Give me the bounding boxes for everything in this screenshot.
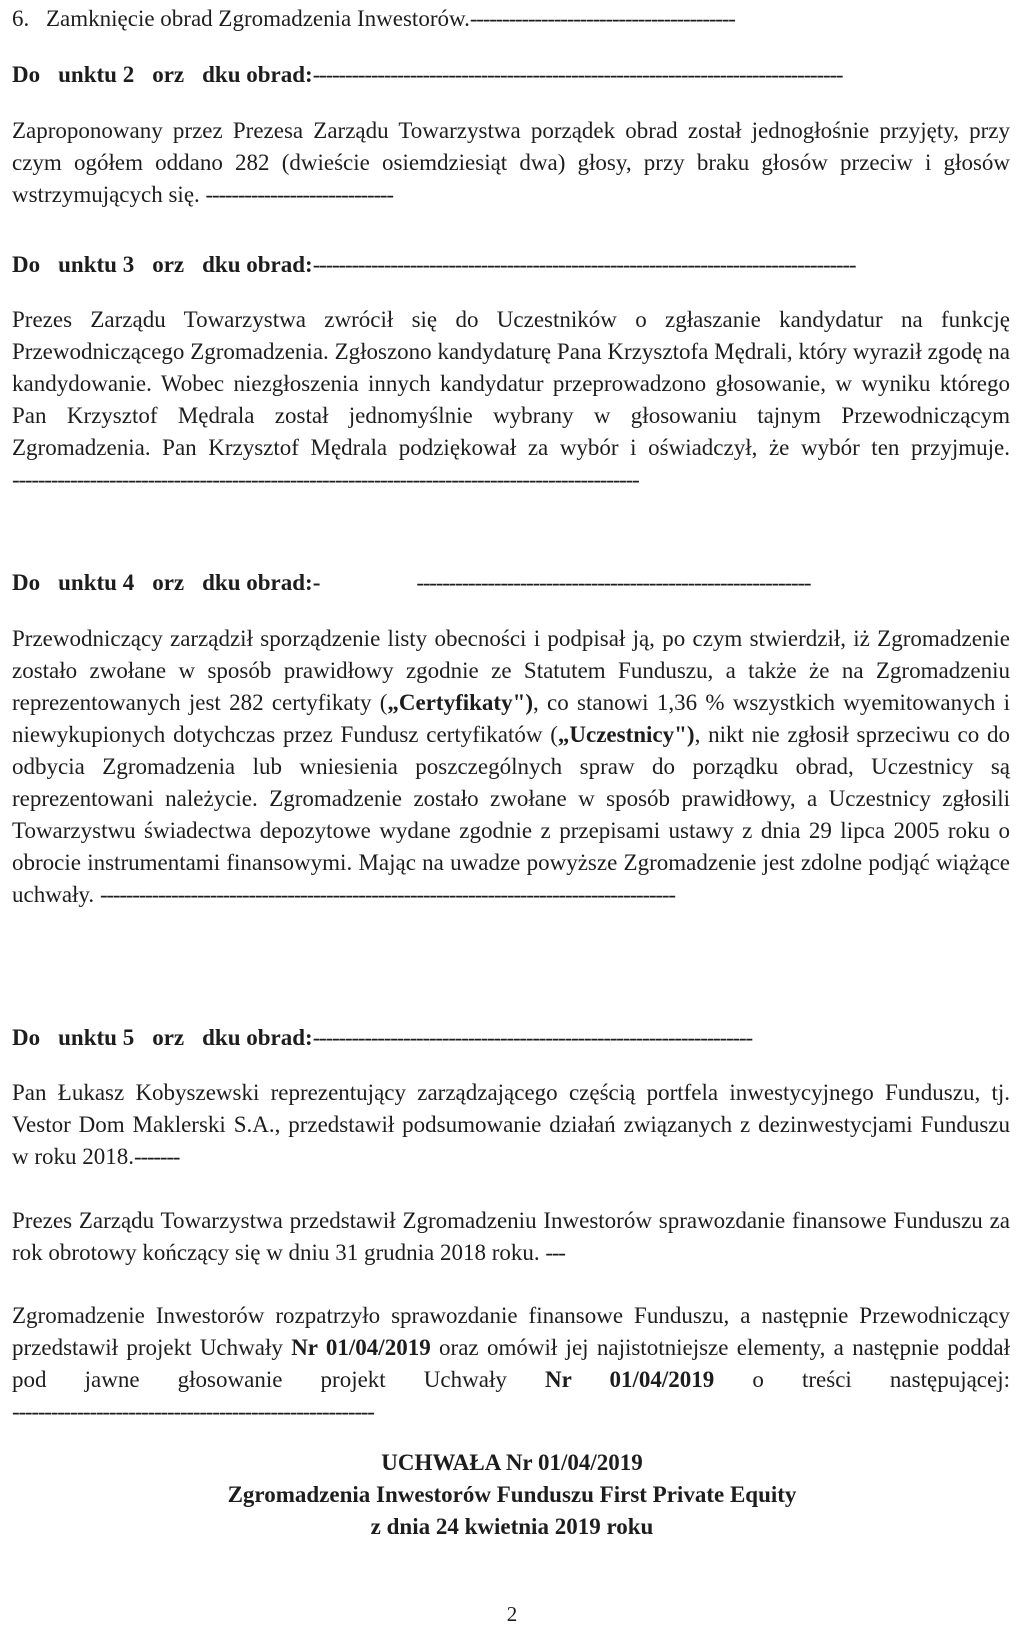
paragraph-point-5-financial-report — [12, 1205, 1010, 1269]
section-heading-point-5 — [12, 1022, 1010, 1054]
paragraph-dashes: ------------------------------------------------------------------------------------------------- — [12, 467, 639, 492]
resolution-number: Nr 01/04/2019 — [544, 1367, 715, 1392]
paragraph-point-2 — [12, 115, 1010, 211]
section-heading-point-3 — [12, 249, 1010, 281]
heading-word: orz — [152, 252, 185, 277]
defined-term-uczestnicy: „Uczestnicy") — [557, 722, 695, 747]
heading-word: orz — [152, 1025, 185, 1050]
heading-word: Do — [12, 570, 41, 595]
resolution-title-line: Zgromadzenia Inwestorów Funduszu First Private Equity — [227, 1482, 797, 1507]
paragraph-text: o treści następującej: — [714, 1367, 1010, 1392]
heading-word: unktu 4 — [58, 570, 135, 595]
heading-word: dku obrad: — [202, 252, 313, 277]
paragraph-point-4 — [12, 623, 1010, 911]
heading-word: unktu 2 — [58, 62, 135, 87]
page-number: 2 — [506, 1602, 518, 1626]
paragraph-text: , co stanowi 1,36 % wszystkich wyemitowanych i niewykupionych dotychczas przez Fundusz certyfikatów ( — [12, 690, 1010, 747]
paragraph-text: , nikt nie zgłosił sprzeciwu co do odbycia Zgromadzenia lub wniesienia poszczególnych spraw do porządku obrad, Uczestnicy są reprezentowani należycie. Zgromadzenie zostało zwołane w sposób prawidłowy, a Uczestnicy zgłosili Towarzystwu świadectwa depozytowe wydane zgodnie z przepisami ustawy z dnia 29 lipca 2005 roku o obrocie instrumentami finansowymi. Mając na uwadze powyższe Zgromadzenie jest zdolne podjąć wiążące uchwały. — [12, 722, 1010, 907]
paragraph-point-3 — [12, 304, 1010, 496]
paragraph-dashes: -------------------------------------------------------- — [12, 1399, 374, 1424]
heading-dashes: -------------------------------------------------------------------- — [312, 1025, 752, 1050]
section-heading-point-2 — [12, 59, 1010, 91]
agenda-item-6 — [12, 3, 1010, 35]
heading-dashes: ---------------------------------------------------------------------------------- — [312, 62, 843, 87]
paragraph-point-5-resolution-draft — [12, 1300, 1010, 1428]
paragraph-text: Przewodniczący zarządził sporządzenie listy obecności i podpisał ją, po czym stwierdził, iż Zgromadzenie zostało zwołane w sposób prawidłowy zgodnie ze Statutem Funduszu, a także że na Zgromadzeniu reprezentowanych jest 282 certyfikaty ( — [12, 626, 1010, 715]
resolution-date-line: z dnia 24 kwietnia 2019 roku — [370, 1514, 654, 1539]
paragraph-text: Prezes Zarządu Towarzystwa przedstawił Zgromadzeniu Inwestorów sprawozdanie finansowe Funduszu za rok obrotowy kończący się w dniu 31 grudnia 2018 roku. — [12, 1208, 1010, 1265]
heading-word: dku obrad:- — [202, 570, 321, 595]
heading-word: dku obrad: — [202, 1025, 313, 1050]
resolution-title-line: UCHWAŁA Nr 01/04/2019 — [381, 1450, 643, 1475]
paragraph-text: Prezes Zarządu Towarzystwa zwrócił się do Uczestników o zgłaszanie kandydatur na funkcję Przewodniczącego Zgromadzenia. Zgłoszono kandydaturę Pana Krzysztofa Mędrali, który wyraził zgodę na kandydowanie. Wobec niezgłoszenia innych kandydatur przeprowadzono głosowanie, w wyniku którego Pan Krzysztof Mędrala został jednomyślnie wybrany w głosowaniu tajnym Przewodniczącym Zgromadzenia. Pan Krzysztof Mędrala podziękował za wybór i oświadczył, że wybór ten przyjmuje. — [12, 307, 1010, 460]
paragraph-text: Zgromadzenie Inwestorów rozpatrzyło sprawozdanie finansowe Funduszu, a następnie Przewodniczący przedstawił projekt Uchwały — [12, 1303, 1010, 1360]
heading-dashes: ------------------------------------------------------------------------------------ — [312, 252, 856, 277]
resolution-title — [0, 1447, 1024, 1543]
agenda-item-number: 6. — [12, 6, 30, 31]
paragraph-dashes: --- — [545, 1240, 565, 1265]
resolution-number: Nr 01/04/2019 — [291, 1335, 431, 1360]
paragraph-text: Zaproponowany przez Prezesa Zarządu Towarzystwa porządek obrad został jednogłośnie przyjęty, przy czym ogółem oddano 282 (dwieście osiemdziesiąt dwa) głosy, przy braku głosów przeciw i głosów wstrzymujących się. — [12, 118, 1010, 207]
heading-word: dku obrad: — [202, 62, 313, 87]
paragraph-point-5-presentation — [12, 1077, 1010, 1173]
paragraph-text: Pan Łukasz Kobyszewski reprezentujący zarządzającego częścią portfela inwestycyjnego Funduszu, tj. Vestor Dom Maklerski S.A., przedstawił podsumowanie działań związanych z dezinwestycjami Funduszu w roku 2018. — [12, 1080, 1010, 1169]
paragraph-text: oraz omówił jej najistotniejsze elementy, a następnie poddał pod jawne głosowanie projekt Uchwały — [12, 1335, 1010, 1392]
heading-word: Do — [12, 252, 41, 277]
heading-word: unktu 3 — [58, 252, 135, 277]
section-heading-point-4 — [12, 567, 1010, 599]
defined-term-certyfikaty: „Certyfikaty") — [387, 690, 534, 715]
paragraph-dashes: ----------------------------------------------------------------------------------------- — [99, 882, 675, 907]
heading-word: orz — [152, 570, 185, 595]
agenda-item-text: Zamknięcie obrad Zgromadzenia Inwestorów. — [46, 6, 470, 31]
heading-dashes: ------------------------------------------------------------- — [416, 570, 811, 595]
paragraph-dashes: ----------------------------- — [205, 182, 393, 207]
agenda-item-dashes: ----------------------------------------- — [469, 6, 735, 31]
heading-word: Do — [12, 1025, 41, 1050]
heading-word: unktu 5 — [58, 1025, 135, 1050]
heading-word: orz — [152, 62, 185, 87]
paragraph-dashes: ------- — [134, 1144, 180, 1169]
heading-word: Do — [12, 62, 41, 87]
